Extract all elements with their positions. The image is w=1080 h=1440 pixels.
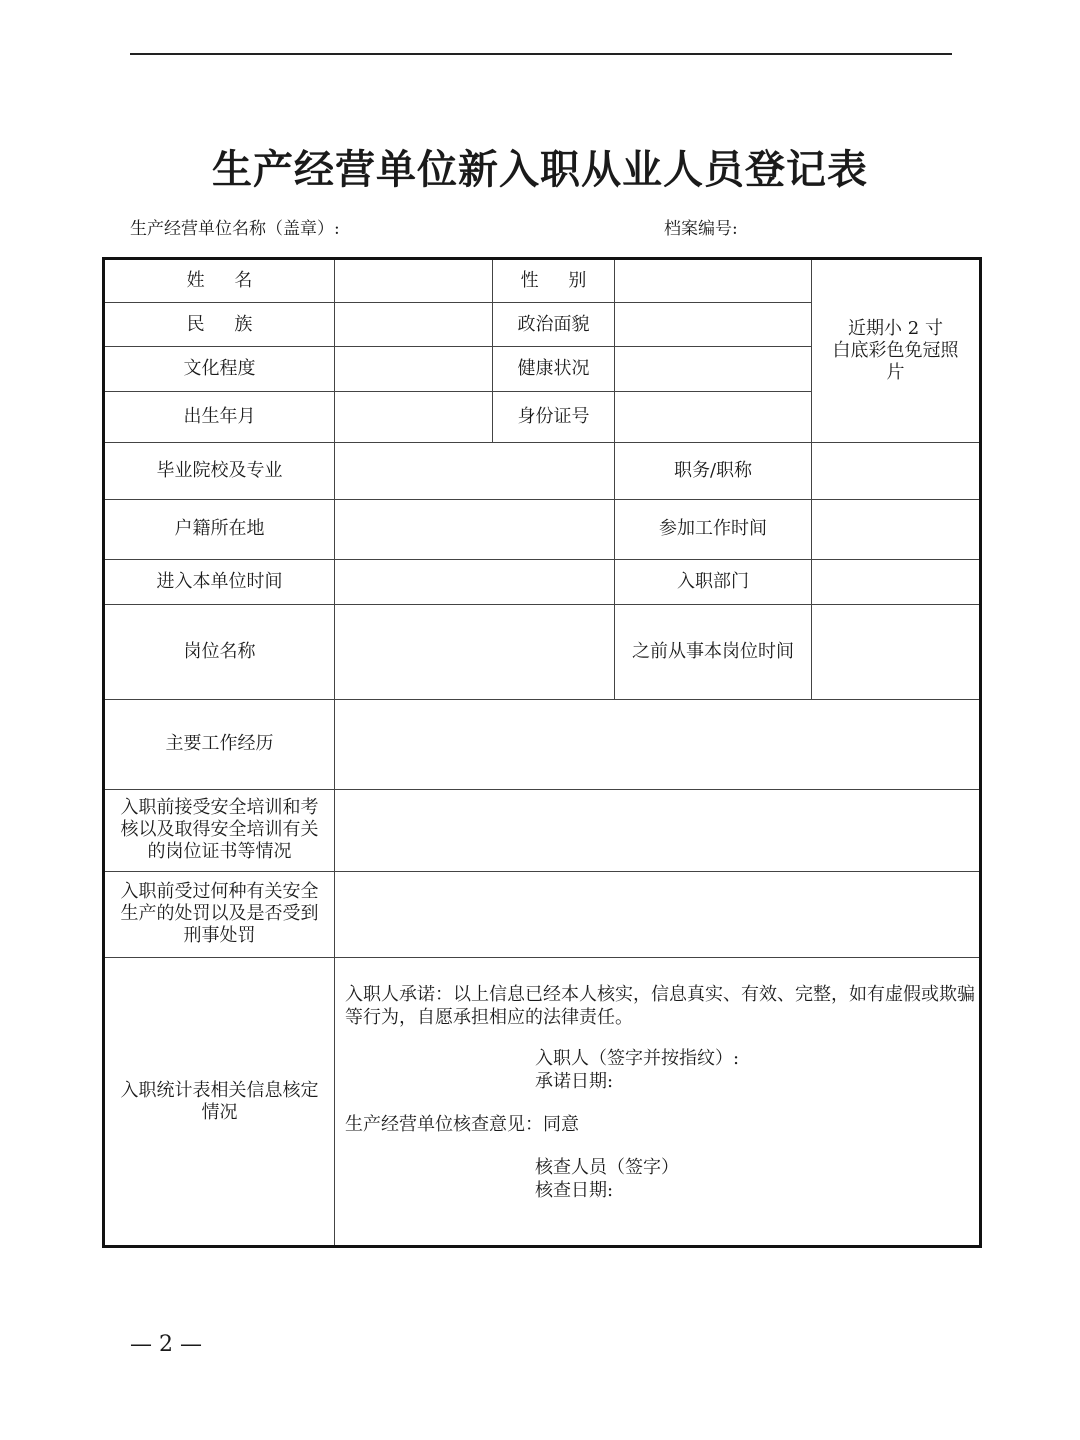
verification-block bbox=[335, 958, 981, 1247]
table-row bbox=[104, 442, 981, 499]
table-row bbox=[104, 604, 981, 699]
household-label: 户籍所在地 bbox=[104, 499, 335, 559]
ethnicity-label: 民 族 bbox=[104, 303, 335, 347]
work-start-label: 参加工作时间 bbox=[615, 499, 812, 559]
penalties-field[interactable] bbox=[335, 871, 981, 957]
unit-name-label: 生产经营单位名称（盖章）: bbox=[130, 219, 340, 239]
photo-text-line: 白底彩色免冠照 bbox=[832, 339, 959, 361]
label-line: 刑事处罚 bbox=[183, 925, 256, 947]
work-start-field[interactable] bbox=[812, 499, 981, 559]
id-number-field[interactable] bbox=[615, 392, 812, 442]
education-label: 文化程度 bbox=[104, 347, 335, 392]
education-field[interactable] bbox=[335, 347, 493, 392]
label-line: 入职统计表相关信息核定 bbox=[120, 1079, 319, 1101]
label-line: 入职前接受安全培训和考 bbox=[120, 797, 319, 819]
health-field[interactable] bbox=[615, 347, 812, 392]
form-title: 生产经营单位新入职从业人员登记表 bbox=[212, 147, 868, 193]
table-row bbox=[104, 958, 981, 1247]
school-major-label: 毕业院校及专业 bbox=[104, 442, 335, 499]
penalties-label bbox=[104, 871, 335, 957]
top-rule bbox=[130, 53, 952, 55]
birth-label: 出生年月 bbox=[104, 392, 335, 442]
check-date-line[interactable]: 核查日期: bbox=[535, 1180, 614, 1202]
label-line: 的岗位证书等情况 bbox=[147, 841, 292, 863]
name-field[interactable] bbox=[335, 259, 493, 303]
table-row bbox=[104, 700, 981, 789]
position-title-label: 职务/职称 bbox=[615, 442, 812, 499]
position-title-field[interactable] bbox=[812, 442, 981, 499]
photo-text-line: 片 bbox=[886, 361, 905, 383]
id-number-label: 身份证号 bbox=[493, 392, 615, 442]
birth-field[interactable] bbox=[335, 392, 493, 442]
pledge-date-line[interactable]: 承诺日期: bbox=[535, 1071, 614, 1093]
gender-field[interactable] bbox=[615, 259, 812, 303]
photo-text-line: 近期小 2 寸 bbox=[848, 317, 943, 339]
department-label: 入职部门 bbox=[615, 559, 812, 604]
unit-opinion: 生产经营单位核查意见：同意 bbox=[345, 1114, 579, 1136]
table-row bbox=[104, 789, 981, 871]
post-name-label: 岗位名称 bbox=[104, 604, 335, 699]
table-row bbox=[104, 871, 981, 957]
table-row bbox=[104, 259, 981, 303]
label-line: 入职前受过何种有关安全 bbox=[120, 881, 319, 903]
prior-post-time-label: 之前从事本岗位时间 bbox=[615, 604, 812, 699]
checker-line[interactable]: 核查人员（签字） bbox=[535, 1157, 679, 1179]
ethnicity-field[interactable] bbox=[335, 303, 493, 347]
training-label bbox=[104, 789, 335, 871]
page-number: — 2 — bbox=[130, 1332, 202, 1357]
table-row bbox=[104, 499, 981, 559]
political-status-label: 政治面貌 bbox=[493, 303, 615, 347]
gender-label: 性 别 bbox=[493, 259, 615, 303]
household-field[interactable] bbox=[335, 499, 615, 559]
work-history-label: 主要工作经历 bbox=[104, 700, 335, 789]
file-number-label: 档案编号: bbox=[664, 219, 738, 239]
photo-placeholder[interactable] bbox=[812, 259, 981, 443]
school-major-field[interactable] bbox=[335, 442, 615, 499]
label-line: 生产的处罚以及是否受到 bbox=[120, 903, 319, 925]
training-field[interactable] bbox=[335, 789, 981, 871]
verification-label bbox=[104, 958, 335, 1247]
join-date-label: 进入本单位时间 bbox=[104, 559, 335, 604]
political-status-field[interactable] bbox=[615, 303, 812, 347]
health-label: 健康状况 bbox=[493, 347, 615, 392]
prior-post-time-field[interactable] bbox=[812, 604, 981, 699]
pledge-text: 入职人承诺：以上信息已经本人核实，信息真实、有效、完整，如有虚假或欺骗等行为，自愿承担相应的法律责任。 bbox=[345, 984, 975, 1029]
table-row bbox=[104, 559, 981, 604]
work-history-field[interactable] bbox=[335, 700, 981, 789]
post-name-field[interactable] bbox=[335, 604, 615, 699]
registration-table bbox=[102, 257, 982, 1248]
signer-line[interactable]: 入职人（签字并按指纹）: bbox=[535, 1048, 740, 1070]
join-date-field[interactable] bbox=[335, 559, 615, 604]
name-label: 姓 名 bbox=[104, 259, 335, 303]
label-line: 核以及取得安全培训有关 bbox=[120, 819, 319, 841]
department-field[interactable] bbox=[812, 559, 981, 604]
label-line: 情况 bbox=[201, 1101, 238, 1123]
